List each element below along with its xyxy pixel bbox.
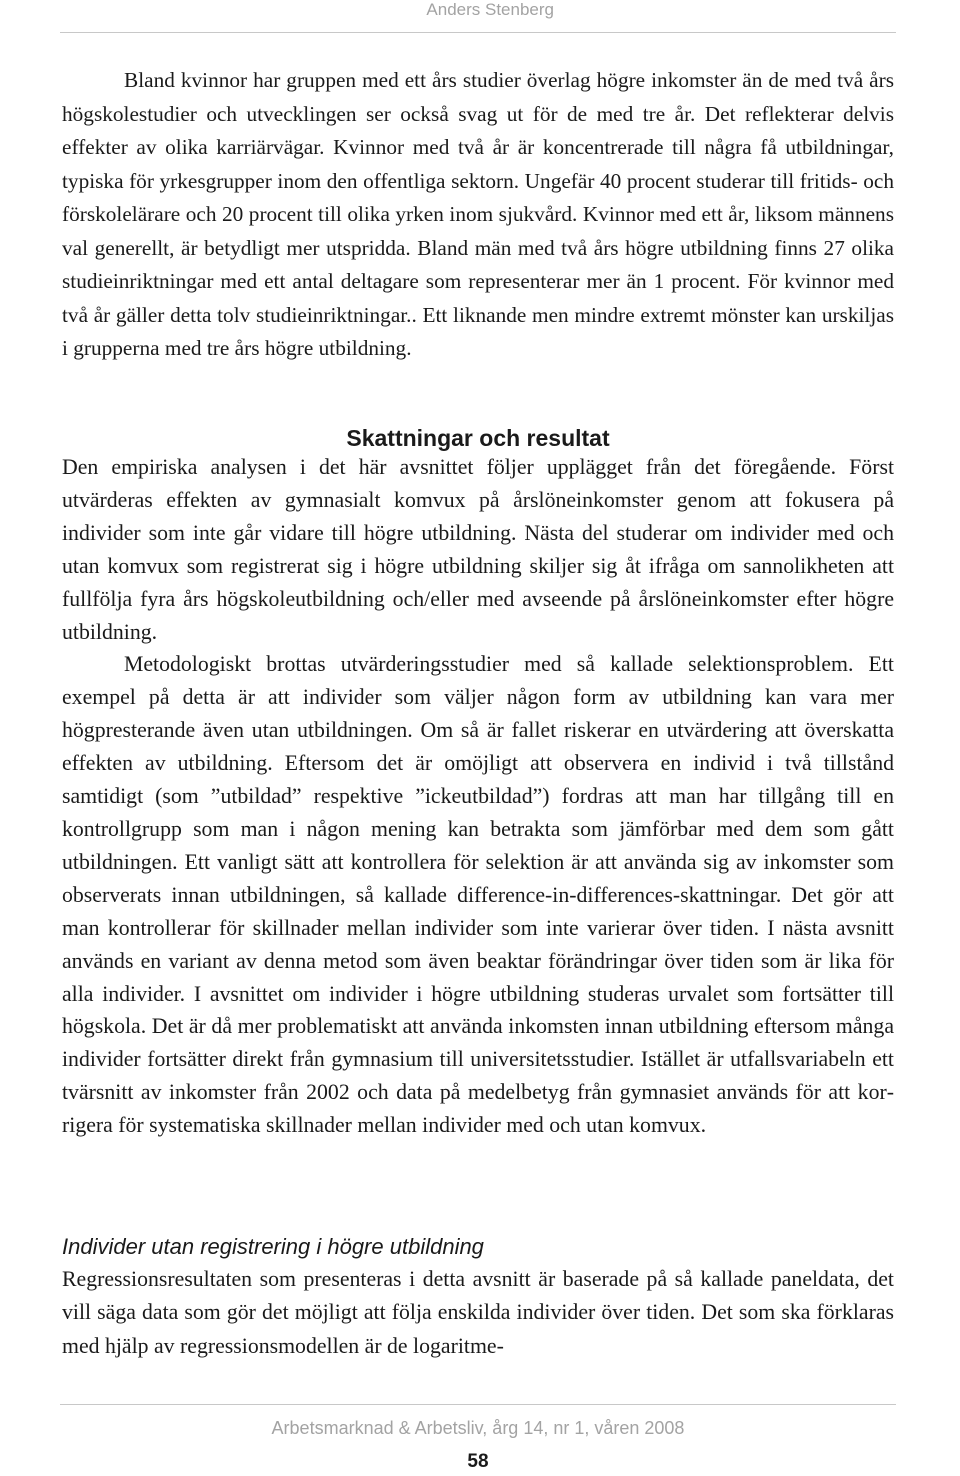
- running-header-author: Anders Stenberg: [426, 0, 554, 19]
- body-paragraph: Regressionsresultaten som presenteras i detta avsnitt är baserade på så kallade paneldata, det vill säga data som gör det möjligt att följa enskilda individer över tiden. Det som ska förklaras med hjälp av regressionsmodellen är de logaritme-: [62, 1267, 894, 1358]
- footer-journal: Arbetsmarknad & Arbetsliv, årg 14, nr 1, våren 2008: [271, 1418, 685, 1438]
- section-results: [62, 451, 894, 1142]
- footer-rule: [60, 1404, 896, 1405]
- body-paragraph: Bland kvinnor har gruppen med ett års studier överlag högre inkomster än de med två års högskolestudier och utvecklingen ser också svag ut för de med tre år. Det reflekterar delvis effekter av olika karriärvägar. Kvinnor med två år är koncentrerade till några få utbildningar, typiska för yrkesgrupper inom den offentliga sektorn. Ungefär 40 procent studerar till fritids- och förskolelärare och 20 procent till olika yrken inom sjukvård. Kvinnor med ett år, liksom männens val generellt, är betydligt mer utspridda. Bland män med två års högre utbildning finns 27 olika studieinriktningar med ett antal deltagare som representerar mer än 1 procent. För kvinnor med två år gäller detta tolv studieinriktningar.. Ett liknande men mindre extremt mönster kan urskiljas i grupperna med tre års högre utbildning.: [62, 68, 894, 360]
- section-intro: [62, 64, 894, 366]
- subsection-heading: Individer utan registrering i högre utbildning: [62, 1234, 484, 1259]
- section-no-registration: [62, 1263, 894, 1363]
- section-heading: Skattningar och resultat: [346, 425, 610, 451]
- body-paragraph: Den empiriska analysen i det här avsnittet följer upplägget från det föregående. Först utvärderas effekten av gymnasialt komvux på årslöneinkomster genom att fokusera på individer som inte går vidare till högre utbildning. Nästa del studerar om individer med och utan komvux som registrerat sig i högre utbildning skiljer sig åt ifråga om sannolikheten att fullfölja fyra års högskoleutbildning och/eller med avseende på årslöneinkomster efter högre utbildning.: [62, 455, 894, 644]
- header-rule: [60, 32, 896, 33]
- page-number: 58: [467, 1451, 489, 1472]
- body-paragraph: Metodologiskt brottas utvärderingsstudier med så kallade selektionsproblem. Ett exempel på detta är att individer som väljer någon form av utbildning kan vara mer högpresterande även utan utbildningen. Om så är fallet riskerar en utvärdering att överskatta effekten av utbildning. Eftersom det är omöjligt att observera en individ i två tillstånd samtidigt (som ”utbildad” respektive ”ickeutbildad”) fordras att man har tillgång till en kontrollgrupp som man i någon mening kan betrakta som jämförbar med dem som gått utbildningen. Ett vanligt sätt att kontrollera för selektion är att använda sig av inkomster som observerats innan utbildningen, så kallade difference-in-differences-skattningar. Det gör att man kontrollerar för skillnader mellan individer som inte varierar över tiden. I nästa avsnitt används en variant av denna metod som även beaktar förändringar över tiden som är lika för alla individer. I avsnittet om individer i högre utbildning studeras urvalet som fortsätter till högskola. Det är då mer problematiskt att använda inkomsten innan utbildning eftersom många individer fortsätter direkt från gymnasium till universitetsstudier. Istället är utfallsvariabeln ett tvärsnitt av inkomster från 2002 och data på medelbetyg från gymnasiet används för att korrigera för systematiska skillnader mellan individer med och utan komvux.: [62, 652, 894, 1138]
